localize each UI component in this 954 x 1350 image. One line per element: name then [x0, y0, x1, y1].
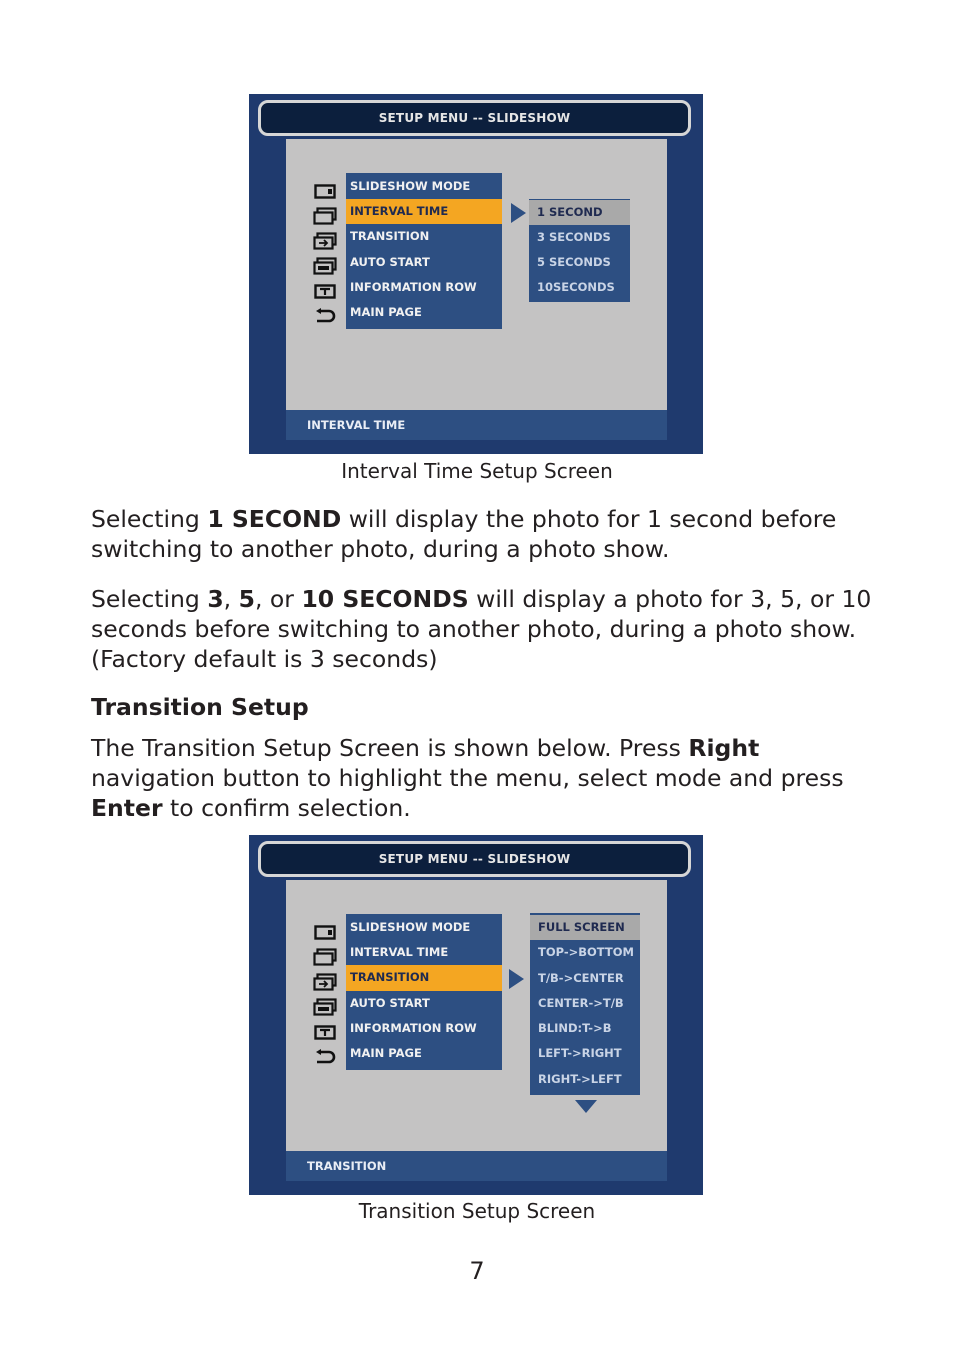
option-top-bottom[interactable]: TOP->BOTTOM [538, 945, 634, 960]
option-center-tb[interactable]: CENTER->T/B [538, 995, 624, 1010]
option-left-right[interactable]: LEFT->RIGHT [538, 1046, 622, 1061]
menu-item-transition[interactable]: TRANSITION [346, 965, 502, 990]
option-1-second[interactable]: 1 SECOND [529, 200, 630, 225]
figure-caption: Transition Setup Screen [358, 1199, 596, 1223]
interval-time-icon [311, 203, 339, 228]
option-10-seconds[interactable]: 10SECONDS [537, 280, 615, 294]
transition-icon [311, 969, 339, 994]
paragraph-1-second: Selecting 1 SECOND will display the photo for 1 second before switching to another photo, during a photo show. [91, 505, 837, 563]
status-bar: INTERVAL TIME [286, 410, 667, 440]
submenu-arrow-icon [511, 203, 526, 223]
interval-options [529, 199, 630, 302]
menu-item-slideshow-mode[interactable]: SLIDESHOW MODE [350, 920, 471, 934]
transition-options [530, 913, 640, 1095]
setup-menu-title: SETUP MENU -- SLIDESHOW [258, 841, 691, 877]
menu-icon-column [311, 178, 339, 328]
menu-item-information-row[interactable]: INFORMATION ROW [350, 1020, 477, 1035]
interval-time-screenshot [249, 94, 703, 454]
slideshow-mode-icon [311, 919, 339, 944]
setup-menu-title: SETUP MENU -- SLIDESHOW [258, 100, 691, 136]
option-full-screen[interactable]: FULL SCREEN [530, 915, 640, 940]
transition-screenshot [249, 835, 703, 1195]
return-icon [311, 1044, 339, 1069]
information-row-icon [311, 278, 339, 303]
figure-caption: Interval Time Setup Screen [341, 459, 613, 483]
status-bar: TRANSITION [286, 1151, 667, 1181]
return-icon [311, 303, 339, 328]
menu-item-transition[interactable]: TRANSITION [350, 229, 430, 244]
slideshow-mode-icon [311, 178, 339, 203]
slideshow-menu [346, 173, 502, 329]
paragraph-transition: The Transition Setup Screen is shown below. Press Right navigation button to highlight the menu, select mode and press Enter to confirm selection. [91, 734, 844, 822]
menu-item-interval-time[interactable]: INTERVAL TIME [350, 945, 449, 960]
option-3-seconds[interactable]: 3 SECONDS [537, 230, 611, 244]
auto-start-icon [311, 994, 339, 1019]
menu-icon-column [311, 919, 339, 1069]
transition-icon [311, 228, 339, 253]
menu-item-information-row[interactable]: INFORMATION ROW [350, 279, 477, 294]
menu-item-auto-start[interactable]: AUTO START [350, 995, 430, 1010]
slideshow-menu [346, 914, 502, 1070]
option-blind-tb[interactable]: BLIND:T->B [538, 1021, 612, 1036]
menu-item-main-page[interactable]: MAIN PAGE [350, 304, 422, 319]
information-row-icon [311, 1019, 339, 1044]
menu-item-main-page[interactable]: MAIN PAGE [350, 1045, 422, 1060]
interval-time-icon [311, 944, 339, 969]
paragraph-3-5-10-seconds: Selecting 3, 5, or 10 SECONDS will display a photo for 3, 5, or 10 seconds before switching to another photo, during a photo show. (Factory default is 3 seconds) [91, 585, 872, 673]
submenu-arrow-icon [509, 969, 524, 989]
menu-item-slideshow-mode[interactable]: SLIDESHOW MODE [350, 179, 471, 193]
scroll-down-arrow-icon[interactable] [575, 1100, 597, 1113]
menu-item-interval-time[interactable]: INTERVAL TIME [346, 199, 502, 224]
option-tb-center[interactable]: T/B->CENTER [538, 970, 624, 985]
section-heading: Transition Setup [91, 693, 309, 721]
option-5-seconds[interactable]: 5 SECONDS [537, 255, 611, 269]
page-number: 7 [469, 1257, 485, 1285]
auto-start-icon [311, 253, 339, 278]
option-right-left[interactable]: RIGHT->LEFT [538, 1071, 622, 1086]
menu-item-auto-start[interactable]: AUTO START [350, 254, 430, 269]
